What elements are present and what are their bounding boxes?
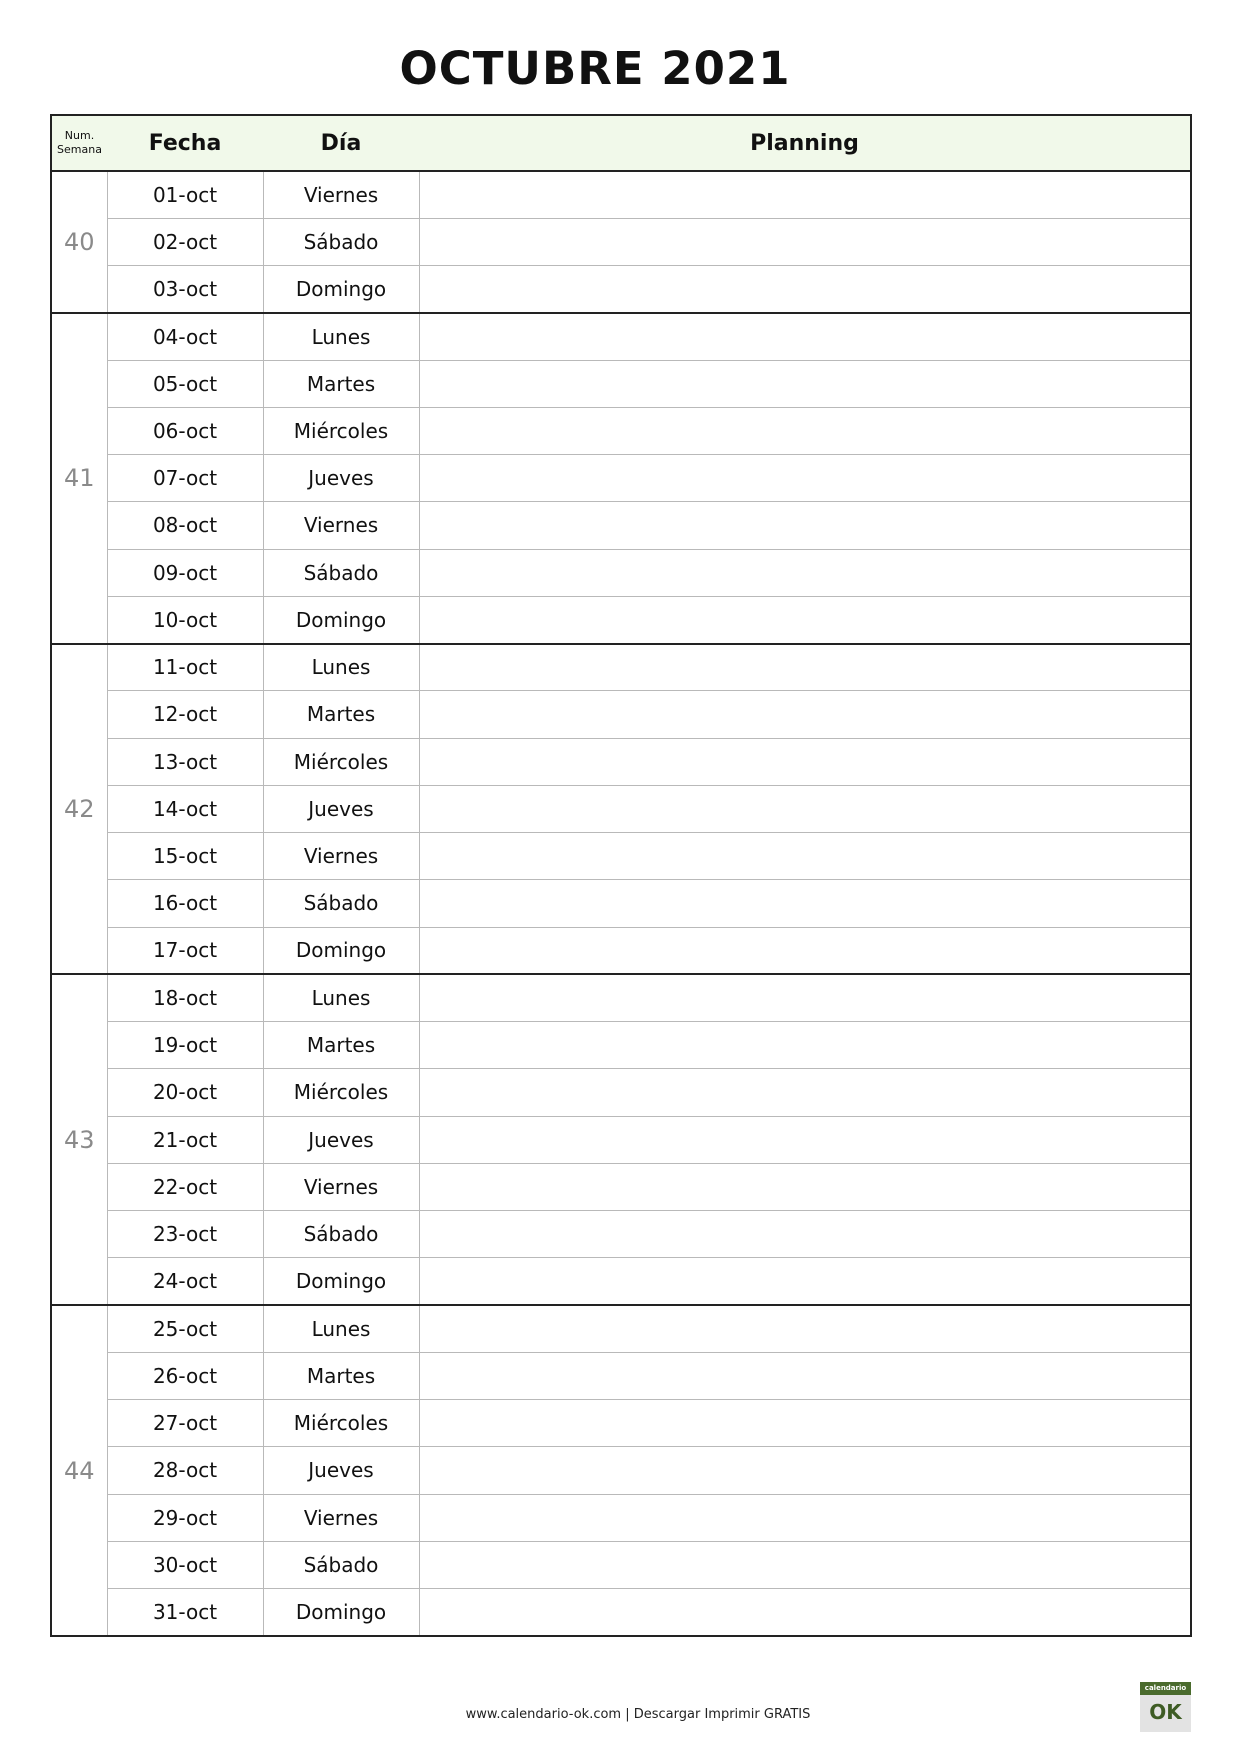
day-cell: Martes: [263, 1352, 419, 1399]
planning-cell[interactable]: [419, 1163, 1191, 1210]
date-header: Fecha: [107, 115, 263, 171]
date-cell: 28-oct: [107, 1447, 263, 1494]
planning-cell[interactable]: [419, 502, 1191, 549]
date-cell: 22-oct: [107, 1163, 263, 1210]
date-cell: 04-oct: [107, 313, 263, 360]
planning-cell[interactable]: [419, 360, 1191, 407]
table-row: [51, 1352, 1191, 1399]
day-cell: Lunes: [263, 974, 419, 1021]
planning-cell[interactable]: [419, 549, 1191, 596]
planning-cell[interactable]: [419, 927, 1191, 974]
date-cell: 29-oct: [107, 1494, 263, 1541]
planning-cell[interactable]: [419, 691, 1191, 738]
table-row: [51, 644, 1191, 691]
day-cell: Miércoles: [263, 1069, 419, 1116]
week-number-cell: 44: [51, 1305, 107, 1636]
week-number-header: [51, 115, 107, 171]
date-cell: 17-oct: [107, 927, 263, 974]
day-cell: Sábado: [263, 1211, 419, 1258]
date-cell: 11-oct: [107, 644, 263, 691]
date-cell: 05-oct: [107, 360, 263, 407]
day-cell: Sábado: [263, 1541, 419, 1588]
planning-cell[interactable]: [419, 880, 1191, 927]
date-cell: 08-oct: [107, 502, 263, 549]
table-row: [51, 502, 1191, 549]
day-cell: Jueves: [263, 1116, 419, 1163]
date-cell: 26-oct: [107, 1352, 263, 1399]
week-number-cell: 43: [51, 974, 107, 1305]
table-row: [51, 1069, 1191, 1116]
logo-top-text: calendario: [1140, 1682, 1191, 1695]
date-cell: 31-oct: [107, 1589, 263, 1637]
table-row: [51, 974, 1191, 1021]
day-cell: Viernes: [263, 502, 419, 549]
table-row: [51, 738, 1191, 785]
date-cell: 30-oct: [107, 1541, 263, 1588]
planning-cell[interactable]: [419, 266, 1191, 313]
day-cell: Domingo: [263, 1589, 419, 1637]
table-row: [51, 455, 1191, 502]
date-cell: 06-oct: [107, 407, 263, 454]
day-cell: Martes: [263, 360, 419, 407]
planning-cell[interactable]: [419, 833, 1191, 880]
date-cell: 03-oct: [107, 266, 263, 313]
day-cell: Martes: [263, 691, 419, 738]
date-cell: 21-oct: [107, 1116, 263, 1163]
planning-cell[interactable]: [419, 1541, 1191, 1588]
table-row: [51, 927, 1191, 974]
table-row: [51, 1400, 1191, 1447]
date-cell: 23-oct: [107, 1211, 263, 1258]
day-cell: Viernes: [263, 1494, 419, 1541]
week-number-cell: 42: [51, 644, 107, 975]
planning-cell[interactable]: [419, 1211, 1191, 1258]
planning-cell[interactable]: [419, 1494, 1191, 1541]
date-cell: 12-oct: [107, 691, 263, 738]
table-row: [51, 360, 1191, 407]
day-cell: Jueves: [263, 1447, 419, 1494]
planning-cell[interactable]: [419, 1022, 1191, 1069]
date-cell: 13-oct: [107, 738, 263, 785]
table-row: [51, 596, 1191, 643]
table-row: [51, 785, 1191, 832]
table-row: [51, 407, 1191, 454]
planning-cell[interactable]: [419, 738, 1191, 785]
date-cell: 15-oct: [107, 833, 263, 880]
planning-cell[interactable]: [419, 313, 1191, 360]
day-cell: Miércoles: [263, 1400, 419, 1447]
table-row: [51, 1494, 1191, 1541]
table-row: [51, 1116, 1191, 1163]
table-row: [51, 1258, 1191, 1305]
day-cell: Jueves: [263, 455, 419, 502]
day-cell: Miércoles: [263, 738, 419, 785]
table-row: [51, 1447, 1191, 1494]
planning-cell[interactable]: [419, 1069, 1191, 1116]
table-row: [51, 1163, 1191, 1210]
footer-text: www.calendario-ok.com | Descargar Imprimir GRATIS: [465, 1707, 811, 1722]
day-header: Día: [263, 115, 419, 171]
table-row: [51, 1022, 1191, 1069]
day-cell: Sábado: [263, 218, 419, 265]
planning-cell[interactable]: [419, 1305, 1191, 1352]
table-row: [51, 691, 1191, 738]
table-row: [51, 1211, 1191, 1258]
planning-cell[interactable]: [419, 785, 1191, 832]
day-cell: Domingo: [263, 596, 419, 643]
day-cell: Lunes: [263, 644, 419, 691]
planning-cell[interactable]: [419, 1589, 1191, 1637]
date-cell: 14-oct: [107, 785, 263, 832]
page-title: OCTUBRE 2021: [399, 42, 791, 95]
table-row: [51, 218, 1191, 265]
planning-cell[interactable]: [419, 596, 1191, 643]
planning-cell[interactable]: [419, 1116, 1191, 1163]
day-cell: Lunes: [263, 313, 419, 360]
date-cell: 27-oct: [107, 1400, 263, 1447]
date-cell: 02-oct: [107, 218, 263, 265]
date-cell: 20-oct: [107, 1069, 263, 1116]
logo-main-text: OK: [1149, 1700, 1182, 1724]
table-row: [51, 1305, 1191, 1352]
planning-cell[interactable]: [419, 1258, 1191, 1305]
table-row: [51, 1541, 1191, 1588]
week-header-line2: Semana: [57, 143, 102, 156]
planning-header: Planning: [419, 115, 1191, 171]
week-number-cell: 41: [51, 313, 107, 644]
planning-cell[interactable]: [419, 1447, 1191, 1494]
planning-table-body: [51, 171, 1191, 1636]
week-header-line1: Num.: [64, 129, 95, 142]
calendario-ok-logo: [1140, 1682, 1191, 1732]
day-cell: Viernes: [263, 171, 419, 218]
date-cell: 19-oct: [107, 1022, 263, 1069]
date-cell: 25-oct: [107, 1305, 263, 1352]
day-cell: Domingo: [263, 1258, 419, 1305]
date-cell: 09-oct: [107, 549, 263, 596]
date-cell: 01-oct: [107, 171, 263, 218]
table-header-row: [51, 115, 1191, 171]
table-row: [51, 880, 1191, 927]
day-cell: Jueves: [263, 785, 419, 832]
planning-cell[interactable]: [419, 171, 1191, 218]
day-cell: Sábado: [263, 549, 419, 596]
date-cell: 10-oct: [107, 596, 263, 643]
day-cell: Martes: [263, 1022, 419, 1069]
table-row: [51, 313, 1191, 360]
planning-cell[interactable]: [419, 974, 1191, 1021]
date-cell: 24-oct: [107, 1258, 263, 1305]
table-row: [51, 549, 1191, 596]
planning-cell[interactable]: [419, 1400, 1191, 1447]
date-cell: 07-oct: [107, 455, 263, 502]
planning-cell[interactable]: [419, 644, 1191, 691]
date-cell: 16-oct: [107, 880, 263, 927]
table-row: [51, 266, 1191, 313]
planning-cell[interactable]: [419, 455, 1191, 502]
day-cell: Sábado: [263, 880, 419, 927]
table-row: [51, 171, 1191, 218]
week-number-cell: 40: [51, 171, 107, 313]
day-cell: Domingo: [263, 927, 419, 974]
date-cell: 18-oct: [107, 974, 263, 1021]
table-row: [51, 1589, 1191, 1637]
planning-table: [50, 114, 1192, 1637]
planning-cell[interactable]: [419, 1352, 1191, 1399]
day-cell: Miércoles: [263, 407, 419, 454]
table-row: [51, 833, 1191, 880]
planning-cell[interactable]: [419, 407, 1191, 454]
day-cell: Lunes: [263, 1305, 419, 1352]
day-cell: Viernes: [263, 1163, 419, 1210]
planning-cell[interactable]: [419, 218, 1191, 265]
day-cell: Viernes: [263, 833, 419, 880]
day-cell: Domingo: [263, 266, 419, 313]
